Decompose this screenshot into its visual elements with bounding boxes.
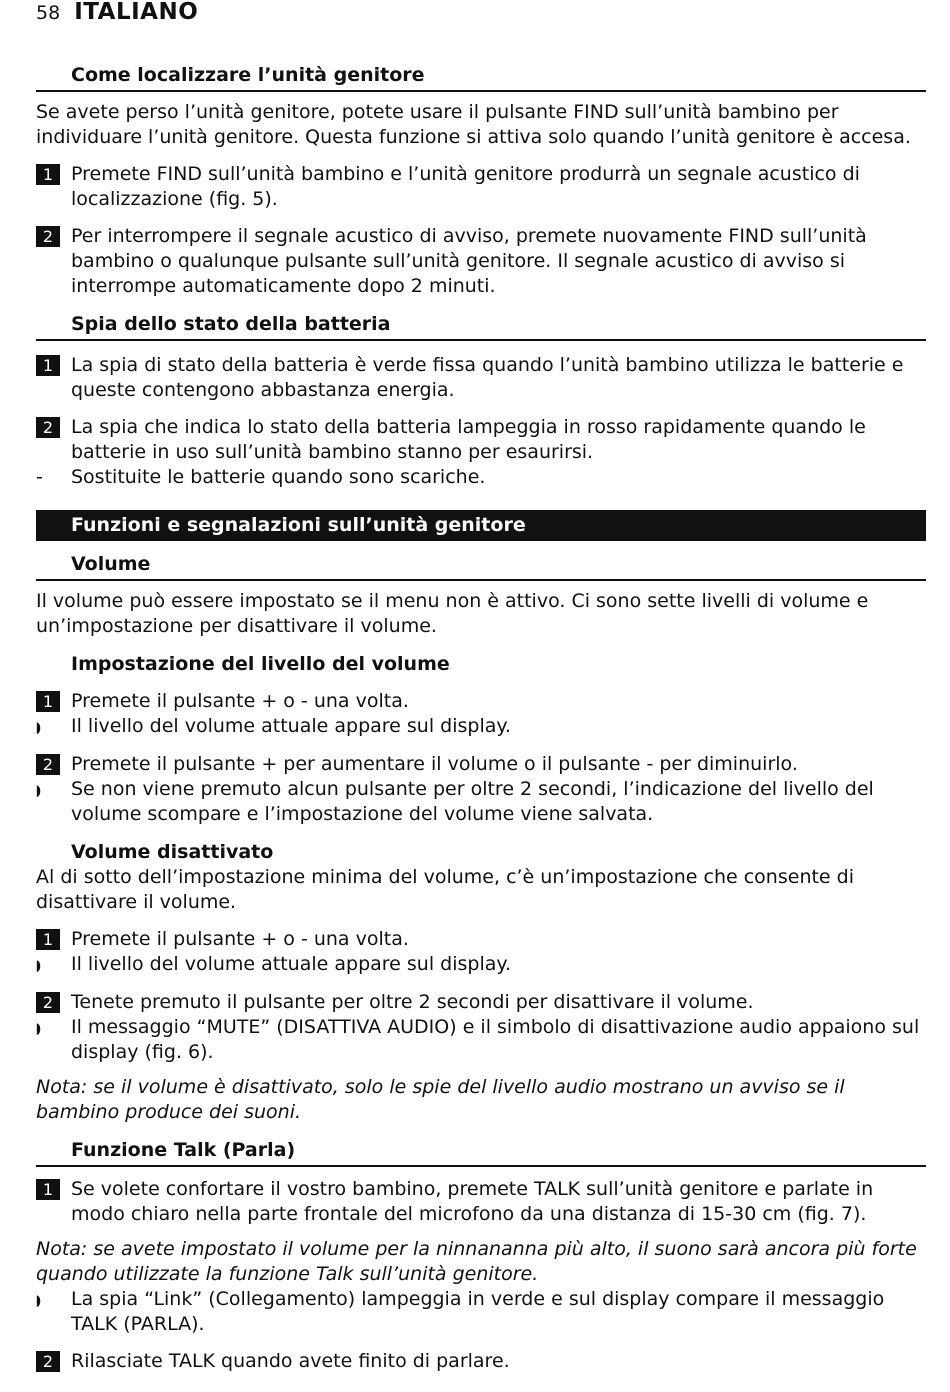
page-header <box>36 0 198 30</box>
volume-mute-step-1 <box>36 927 926 952</box>
section-heading-battery: Spia dello stato della batteria <box>36 311 926 341</box>
result-text: Il livello del volume attuale appare sul display. <box>71 715 511 737</box>
volume-mute-result-2 <box>36 1015 926 1065</box>
result-arrow-icon: ◗ <box>36 718 41 736</box>
step-text: Per interrompere il segnale acustico di avviso, premete nuovamente FIND sull’unità bambino o qualunque pulsante sull’unità genitore. Il segnale acustico di avviso si interrompe automaticamente dopo 2 minuti. <box>71 225 867 297</box>
locate-step-2 <box>36 224 926 299</box>
page-number: 58 <box>36 2 61 24</box>
result-arrow-icon: ◗ <box>36 1291 41 1309</box>
step-text: Se volete confortare il vostro bambino, premete TALK sull’unità genitore e parlate in modo chiaro nella parte frontale del microfono da una distanza di 15-30 cm (fig. 7). <box>71 1178 874 1225</box>
volume-level-result-2 <box>36 777 926 827</box>
step-text: Premete FIND sull’unità bambino e l’unità genitore produrrà un segnale acustico di localizzazione (fig. 5). <box>71 163 860 210</box>
step-text: La spia di stato della batteria è verde fissa quando l’unità bambino utilizza le batterie e queste contengono abbastanza energia. <box>71 354 904 401</box>
result-arrow-icon: ◗ <box>36 1019 41 1037</box>
note-text: se avete impostato il volume per la ninnananna più alto, il suono sarà ancora più forte quando utilizzate la funzione Talk sull’unità genitore. <box>36 1238 917 1285</box>
step-text: Tenete premuto il pulsante per oltre 2 secondi per disattivare il volume. <box>71 991 754 1013</box>
volume-mute-step-2 <box>36 990 926 1015</box>
section-heading-volume: Volume <box>36 551 926 581</box>
note-label: Nota: <box>36 1076 88 1098</box>
step-text: Premete il pulsante + o - una volta. <box>71 690 409 712</box>
result-text: La spia “Link” (Collegamento) lampeggia in verde e sul display compare il messaggio TALK (PARLA). <box>71 1288 885 1335</box>
step-number-badge: 2 <box>36 226 60 247</box>
step-number-badge: 1 <box>36 1179 60 1200</box>
volume-level-step-2 <box>36 752 926 777</box>
talk-note <box>36 1237 926 1287</box>
page-content <box>36 62 926 1374</box>
talk-result-1 <box>36 1287 926 1337</box>
step-number-badge: 1 <box>36 164 60 185</box>
step-number-badge: 1 <box>36 691 60 712</box>
section-heading-talk: Funzione Talk (Parla) <box>36 1137 926 1167</box>
result-text: Se non viene premuto alcun pulsante per oltre 2 secondi, l’indicazione del livello del volume scompare e l’impostazione del volume viene salvata. <box>71 778 874 825</box>
dash-marker: - <box>36 466 43 488</box>
locate-step-1 <box>36 162 926 212</box>
note-text: se il volume è disattivato, solo le spie del livello audio mostrano un avviso se il bambino produce dei suoni. <box>36 1076 845 1123</box>
step-text: Rilasciate TALK quando avete finito di parlare. <box>71 1350 510 1372</box>
step-number-badge: 1 <box>36 929 60 950</box>
note-label: Nota: <box>36 1238 88 1260</box>
subheading-volume-mute: Volume disattivato <box>71 841 274 863</box>
talk-step-2 <box>36 1349 926 1374</box>
volume-intro: Il volume può essere impostato se il menu non è attivo. Ci sono sette livelli di volume e un’impostazione per disattivare il volume. <box>36 590 869 637</box>
language-title: ITALIANO <box>74 0 199 25</box>
step-number-badge: 2 <box>36 1351 60 1372</box>
volume-mute-result-1 <box>36 952 926 978</box>
volume-mute-intro: Al di sotto dell’impostazione minima del volume, c’è un’impostazione che consente di disattivare il volume. <box>36 866 855 913</box>
step-number-badge: 2 <box>36 417 60 438</box>
battery-step-1 <box>36 353 926 403</box>
step-text: La spia che indica lo stato della batteria lampeggia in rosso rapidamente quando le batterie in uso sull’unità bambino stanno per esaurirsi. <box>71 416 866 463</box>
step-text: Premete il pulsante + per aumentare il volume o il pulsante - per diminuirlo. <box>71 753 798 775</box>
step-number-badge: 2 <box>36 992 60 1013</box>
battery-step-2 <box>36 415 926 465</box>
volume-note <box>36 1075 926 1125</box>
volume-level-result-1 <box>36 714 926 740</box>
battery-dash-item <box>36 465 926 490</box>
result-text: Il messaggio “MUTE” (DISATTIVA AUDIO) e il simbolo di disattivazione audio appaiono sul display (fig. 6). <box>71 1016 920 1063</box>
result-arrow-icon: ◗ <box>36 956 41 974</box>
chapter-bar-title: Funzioni e segnalazioni sull’unità genitore <box>36 510 926 541</box>
step-number-badge: 1 <box>36 355 60 376</box>
talk-step-1 <box>36 1177 926 1227</box>
step-number-badge: 2 <box>36 754 60 775</box>
volume-level-step-1 <box>36 689 926 714</box>
locate-intro: Se avete perso l’unità genitore, potete usare il pulsante FIND sull’unità bambino per individuare l’unità genitore. Questa funzione si attiva solo quando l’unità genitore è accesa. <box>36 101 911 148</box>
result-arrow-icon: ◗ <box>36 781 41 799</box>
section-heading-locate: Come localizzare l’unità genitore <box>36 62 926 92</box>
result-text: Il livello del volume attuale appare sul display. <box>71 953 511 975</box>
subheading-volume-level: Impostazione del livello del volume <box>71 653 450 675</box>
dash-text: Sostituite le batterie quando sono scariche. <box>71 466 486 488</box>
step-text: Premete il pulsante + o - una volta. <box>71 928 409 950</box>
